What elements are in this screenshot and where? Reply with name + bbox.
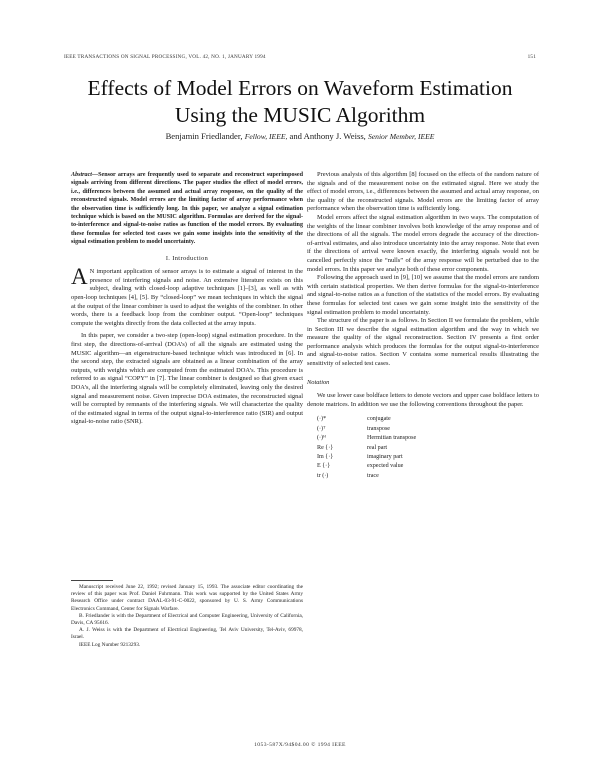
notation-meaning: transpose	[367, 425, 391, 432]
abstract-text: —Sensor arrays are frequently used to separate and reconstruct superimposed signals arriving from different directions. The paper studies the effect of model errors, i.e., differences between the assumed and actual array response, on the quality of the reconstructed signals. Model errors are the limiting factor of array performance when the observation time is sufficiently long. In this paper, we analyze a signal estimation technique which is based on the MUSIC algorithm. Formulas are derived for the signal-to-interference and signal-to-noise ratios as function of the model errors. By evaluating these formulas for selected test cases we gain some insights into the sensitivity of the signal estimation problem to model uncertainty.	[71, 172, 303, 246]
drop-cap: A	[71, 264, 88, 290]
notation-meaning: trace	[367, 472, 379, 479]
author-1-role: Fellow, IEEE,	[244, 132, 288, 141]
notation-table	[307, 415, 539, 481]
intro-paragraph-1-text: N important application of sensor arrays is to estimate a signal of interest in the presence of interfering signals and noise. An extensive literature exists on this subject, dealing with closed-loop adaptive techniques [1]–[3], as well as with open-loop techniques [4], [5]. By “closed-loop” we mean techniques in which the signal at the output of the linear combiner is used to adjust the weights of the combiner. In other words, there is a feedback loop from the combiner output. “Open-loop” techniques compute the weights directly from the data collected at the array inputs.	[71, 268, 303, 327]
abstract-label: Abstract	[71, 172, 92, 178]
notation-row	[307, 444, 539, 453]
footnote-rule	[71, 580, 113, 581]
abstract	[71, 171, 303, 247]
footnote-ieee-log: IEEE Log Number 9213293.	[79, 641, 141, 648]
left-column	[71, 171, 303, 427]
notation-meaning: conjugate	[367, 416, 391, 423]
notation-row	[307, 462, 539, 471]
notation-symbol: (·)ᴴ	[317, 435, 326, 442]
right-paragraph-4: The structure of the paper is as follows. In Section II we formulate the problem, while in Section III we describe the signal estimation algorithm and the way in which we measure the quality of the signal reconstruction. Section IV presents a first order performance analysis which produces the formulas for the output signal-to-interference and signal-to-noise ratios. Section V contains some numerical results illustrating the sensitivity of selected test cases.	[307, 317, 539, 368]
footnote-received: Manuscript received June 22, 1992; revised January 15, 1993. The associate editor coordinating the review of this paper was Prof. Daniel Fuhrmann. This work was supported by the United States Army Research Office under contract DAAL-03-91-C-0022, sponsored by U. S. Army Communications Electronics Command, Center for Signals Warfare.	[71, 584, 303, 612]
notation-meaning: imaginary part	[367, 454, 403, 461]
author-2-name: Anthony J. Weiss,	[303, 131, 366, 141]
author-conjunction: and	[289, 131, 302, 141]
notation-symbol: (·)*	[317, 416, 327, 423]
right-paragraph-3: Following the approach used in [9], [10] we assume that the model errors are random with certain statistical properties. We then derive formulas for the signal-to-interference and signal-to-noise ratios as a function of the statistics of the model errors. By evaluating these formulas for selected test cases we gain some insight into the sensitivity of the signal estimation problem to model uncertainty.	[307, 274, 539, 316]
notation-intro: We use lower case boldface letters to denote vectors and upper case boldface letters to denote matrices. In addition we use the following conventions throughout the paper.	[307, 392, 539, 408]
notation-symbol: Im {·}	[317, 454, 334, 461]
notation-symbol: Re {·}	[317, 444, 334, 451]
paper-title	[60, 75, 540, 129]
right-column	[307, 171, 539, 481]
author-2-role: Senior Member, IEEE	[367, 132, 435, 141]
author-line	[60, 131, 540, 141]
right-paragraph-2: Model errors affect the signal estimation algorithm in two ways. The computation of the weights of the linear combiner involves both knowledge of the array response and of the directions of all the signals. The model errors degrade the accuracy of the direction-of-arrival estimates, and also introduce uncertainty into the array response. Note that even if the directions of arrival were known exactly, the interfering signals would not be cancelled perfectly since the “nulls” of the array response will be perturbed due to the model errors. In this paper we analyze both of these error components.	[307, 213, 539, 273]
notation-symbol: tr (·)	[317, 472, 329, 479]
notation-row	[307, 415, 539, 424]
copyright-line: 1053-587X/94$04.00 © 1994 IEEE	[254, 742, 346, 748]
page-number: 151	[527, 54, 536, 60]
notation-row	[307, 434, 539, 443]
intro-paragraph-2: In this paper, we consider a two-step (open-loop) signal estimation procedure. In the first step, the directions-of-arrival (DOA’s) of all the signals are estimated using the MUSIC algorithm—an eigenstructure-based technique which was introduced in [6]. In the second step, the extracted signals are obtained as a linear combination of the array outputs, with weights which are computed from the estimated DOA’s. This procedure is referred to as signal “COPY” in [7]. The linear combiner is designed so that given exact DOA’s, all the interfering signals will be completely eliminated, leaving only the desired signal and measurement noise. Given imprecise DOA estimates, the reconstructed signal will be corrupted by remnants of the interfering signals. We will characterize the quality of the estimated signal in terms of the output signal-to-interference ratio (SIR) and output signal-to-noise ratio (SNR).	[71, 332, 303, 426]
notation-meaning: real part	[367, 444, 388, 451]
footnote-author-1: B. Friedlander is with the Department of Electrical and Computer Engineering, University of California, Davis, CA 95616.	[71, 612, 303, 627]
notation-meaning: expected value	[367, 463, 404, 470]
notation-row	[307, 425, 539, 434]
title-line-1: Effects of Model Errors on Waveform Estimation	[87, 76, 513, 100]
intro-paragraph-1	[71, 264, 303, 328]
section-heading-introduction: I. Introduction	[165, 254, 209, 262]
right-paragraph-1: Previous analysis of this algorithm [8] focused on the effects of the random nature of the signals and of the measurement noise on the estimated signal. Here we study the effect of model errors, i.e., differences between the assumed and actual array response, on the quality of the reconstructed signals. Model errors are the limiting factor of array performance when the observation time is sufficiently long.	[307, 171, 539, 213]
footnotes	[71, 580, 303, 649]
notation-heading: Notation	[307, 378, 330, 386]
footnote-author-2: A. J. Weiss is with the Department of Electrical Engineering, Tel Aviv University, Tel-Aviv, 69978, Israel.	[71, 627, 303, 641]
journal-header: IEEE TRANSACTIONS ON SIGNAL PROCESSING, VOL. 42, NO. 1, JANUARY 1994	[64, 54, 266, 60]
notation-symbol: (·)ᵀ	[317, 425, 326, 432]
title-line-2: Using the MUSIC Algorithm	[174, 103, 426, 127]
notation-row	[307, 472, 539, 481]
running-header	[64, 54, 536, 64]
notation-row	[307, 453, 539, 462]
author-1-name: Benjamin Friedlander,	[165, 131, 243, 141]
notation-symbol: E {·}	[317, 463, 331, 470]
notation-meaning: Hermitian transpose	[367, 435, 417, 442]
